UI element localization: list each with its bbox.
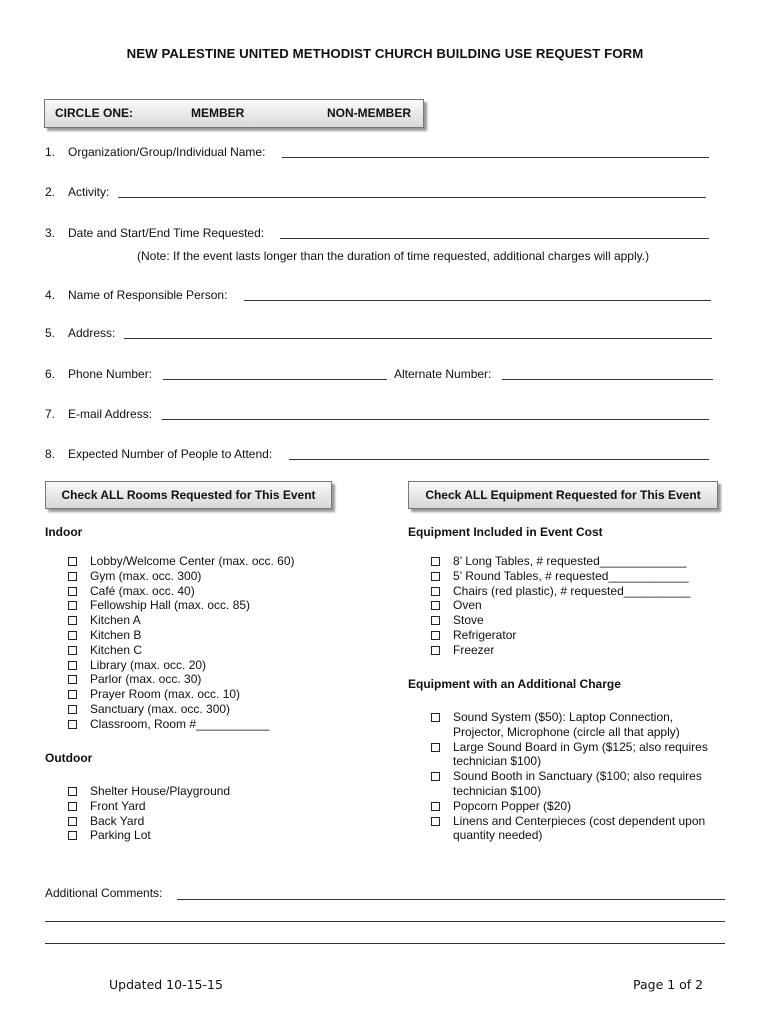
indoor-room-item[interactable] [68, 717, 295, 732]
included-equipment-item[interactable] [431, 598, 690, 613]
question-attendance: 8. Expected Number of People to Attend: [45, 447, 273, 461]
non-member-option[interactable]: NON-MEMBER [327, 106, 411, 120]
checkbox[interactable] [431, 616, 440, 625]
phone-field[interactable] [163, 379, 387, 380]
updated-date: Updated 10-15-15 [109, 977, 223, 992]
equipment-charge-list [431, 710, 708, 843]
outdoor-area-item[interactable] [68, 784, 230, 799]
question-responsible-person: 4. Name of Responsible Person: [45, 288, 228, 302]
rooms-section-header: Check ALL Rooms Requested for This Event [45, 481, 332, 509]
comments-line-2[interactable] [45, 921, 725, 922]
item-label: Freezer [453, 642, 495, 657]
item-label: Classroom, Room #___________ [90, 716, 270, 731]
item-label: Lobby/Welcome Center (max. occ. 60) [90, 554, 295, 568]
date-time-field[interactable] [280, 238, 709, 239]
equipment-section-header: Check ALL Equipment Requested for This Event [408, 481, 718, 509]
item-label: technician $100) [453, 783, 542, 798]
included-equipment-item[interactable] [431, 569, 690, 584]
checkbox[interactable] [68, 705, 77, 714]
attendance-field[interactable] [289, 459, 709, 460]
included-equipment-item[interactable] [431, 628, 690, 643]
outdoor-area-list [68, 784, 230, 843]
checkbox[interactable] [431, 772, 440, 781]
item-label: Kitchen B [90, 627, 142, 642]
indoor-room-item[interactable] [68, 584, 295, 599]
checkbox[interactable] [68, 631, 77, 640]
item-label: Oven [453, 598, 482, 613]
included-equipment-item[interactable] [431, 584, 690, 599]
checkbox[interactable] [431, 601, 440, 610]
item-label: Linens and Centerpieces (cost dependent upon [453, 813, 706, 828]
item-label: Parking Lot [90, 828, 151, 843]
item-label: 8’ Long Tables, # requested_____________ [453, 554, 687, 568]
question-phone: 6. Phone Number: [45, 367, 153, 381]
indoor-room-item[interactable] [68, 643, 295, 658]
checkbox[interactable] [431, 802, 440, 811]
charged-equipment-item[interactable] [431, 769, 708, 799]
membership-selector [44, 99, 424, 128]
checkbox[interactable] [68, 675, 77, 684]
item-label: Prayer Room (max. occ. 10) [90, 687, 241, 702]
checkbox[interactable] [68, 787, 77, 796]
responsible-person-field[interactable] [244, 300, 711, 301]
item-label: Café (max. occ. 40) [90, 583, 195, 598]
indoor-room-item[interactable] [68, 702, 295, 717]
item-label: Library (max. occ. 20) [90, 657, 207, 672]
item-label: Kitchen A [90, 613, 141, 628]
alternate-number-field[interactable] [502, 379, 713, 380]
checkbox[interactable] [68, 587, 77, 596]
comments-line-3[interactable] [45, 943, 725, 944]
indoor-room-item[interactable] [68, 613, 295, 628]
outdoor-area-item[interactable] [68, 799, 230, 814]
question-address: 5. Address: [45, 326, 116, 340]
item-label: Refrigerator [453, 627, 517, 642]
indoor-room-item[interactable] [68, 569, 295, 584]
checkbox[interactable] [431, 817, 440, 826]
included-equipment-item[interactable] [431, 643, 690, 658]
question-activity: 2. Activity: [45, 185, 110, 199]
page-number: Page 1 of 2 [633, 977, 704, 992]
included-equipment-item[interactable] [431, 613, 690, 628]
equipment-included-list [431, 554, 690, 658]
checkbox[interactable] [68, 831, 77, 840]
outdoor-area-item[interactable] [68, 814, 230, 829]
checkbox[interactable] [68, 720, 77, 729]
checkbox[interactable] [68, 601, 77, 610]
item-label: quantity needed) [453, 828, 543, 843]
item-label: 5’ Round Tables, # requested____________ [453, 568, 689, 583]
item-label: Shelter House/Playground [90, 784, 231, 798]
question-email: 7. E-mail Address: [45, 407, 153, 421]
indoor-room-list [68, 554, 295, 732]
organization-field[interactable] [282, 157, 709, 158]
checkbox[interactable] [68, 802, 77, 811]
item-label: Popcorn Popper ($20) [453, 798, 572, 813]
checkbox[interactable] [431, 743, 440, 752]
checkbox[interactable] [431, 646, 440, 655]
comments-label: Additional Comments: [45, 886, 163, 900]
checkbox[interactable] [68, 646, 77, 655]
item-label: Projector, Microphone (circle all that apply) [453, 724, 680, 739]
circle-one-label: CIRCLE ONE: [55, 106, 133, 120]
indoor-room-item[interactable] [68, 672, 295, 687]
outdoor-heading: Outdoor [45, 751, 93, 765]
address-field[interactable] [124, 338, 712, 339]
question-date-time: 3. Date and Start/End Time Requested: [45, 226, 265, 240]
checkbox[interactable] [431, 557, 440, 566]
checkbox[interactable] [68, 690, 77, 699]
indoor-room-item[interactable] [68, 628, 295, 643]
item-label: Back Yard [90, 813, 145, 828]
charged-equipment-item[interactable] [431, 740, 708, 770]
checkbox[interactable] [68, 661, 77, 670]
item-label: Sound Booth in Sanctuary ($100; also requires [453, 769, 702, 784]
charged-equipment-item[interactable] [431, 814, 708, 844]
alternate-number-label: Alternate Number: [394, 367, 492, 381]
charged-equipment-item[interactable] [431, 799, 708, 814]
item-label: Fellowship Hall (max. occ. 85) [90, 598, 251, 613]
checkbox[interactable] [68, 817, 77, 826]
question-organization: 1. Organization/Group/Individual Name: [45, 145, 266, 159]
equipment-charge-heading: Equipment with an Additional Charge [408, 677, 621, 691]
item-label: Chairs (red plastic), # requested__________ [453, 583, 691, 598]
comments-line-1[interactable] [177, 899, 725, 900]
checkbox[interactable] [431, 713, 440, 722]
charged-equipment-item[interactable] [431, 710, 708, 740]
checkbox[interactable] [68, 557, 77, 566]
item-label: Stove [453, 613, 484, 628]
checkbox[interactable] [68, 616, 77, 625]
indoor-room-item[interactable] [68, 687, 295, 702]
indoor-room-item[interactable] [68, 658, 295, 673]
item-label: Large Sound Board in Gym ($125; also requires [453, 739, 708, 754]
indoor-heading: Indoor [45, 525, 83, 539]
checkbox[interactable] [431, 631, 440, 640]
indoor-room-item[interactable] [68, 598, 295, 613]
indoor-room-item[interactable] [68, 554, 295, 569]
checkbox[interactable] [68, 572, 77, 581]
email-field[interactable] [162, 419, 709, 420]
included-equipment-item[interactable] [431, 554, 690, 569]
page-title: NEW PALESTINE UNITED METHODIST CHURCH BUILDING USE REQUEST FORM [126, 46, 644, 61]
item-label: Gym (max. occ. 300) [90, 568, 202, 583]
checkbox[interactable] [431, 572, 440, 581]
equipment-included-heading: Equipment Included in Event Cost [408, 525, 603, 539]
member-option[interactable]: MEMBER [191, 106, 245, 120]
outdoor-area-item[interactable] [68, 828, 230, 843]
item-label: Front Yard [90, 798, 146, 813]
duration-note: (Note: If the event lasts longer than the duration of time requested, additional charges will apply.) [137, 249, 650, 263]
item-label: Kitchen C [90, 642, 143, 657]
item-label: Sanctuary (max. occ. 300) [90, 701, 231, 716]
activity-field[interactable] [118, 197, 706, 198]
item-label: Parlor (max. occ. 30) [90, 672, 202, 687]
item-label: technician $100) [453, 754, 542, 769]
checkbox[interactable] [431, 587, 440, 596]
item-label: Sound System ($50): Laptop Connection, [453, 710, 674, 724]
